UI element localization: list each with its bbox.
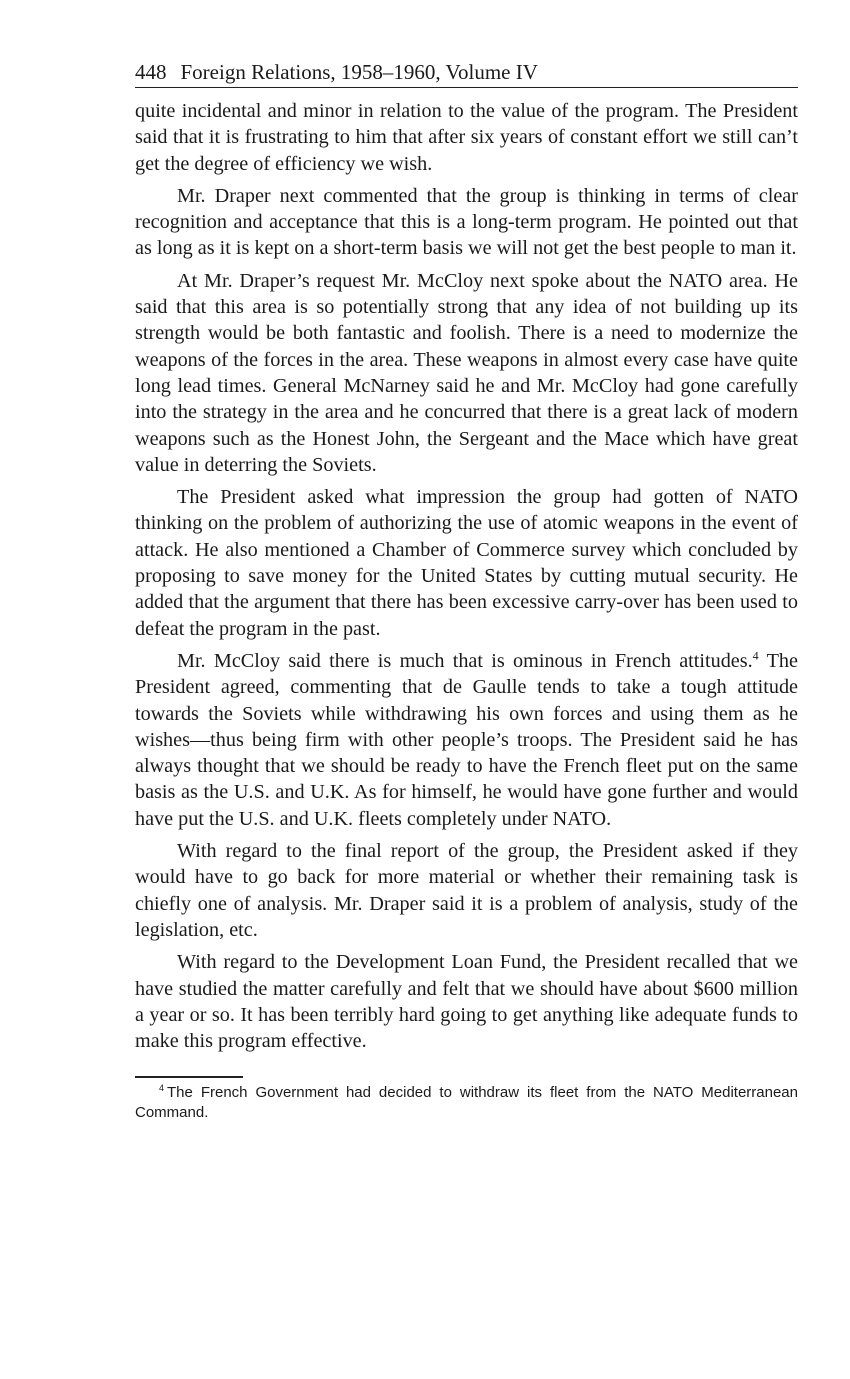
- footnote-divider: [135, 1076, 243, 1078]
- paragraph-president-atomic: The President asked what impression the group had gotten of NATO thinking on the problem of authorizing the use of atomic weapons in the event of attack. He also mentioned a Chamber of Commerce survey which concluded by proposing to save money for the United States by cutting mutual security. He added that the argument that there has been excessive carry-over has been used to defeat the program in the past.: [135, 486, 798, 640]
- volume-title: Foreign Relations, 1958–1960, Volume IV: [180, 60, 538, 84]
- footnote-marker: 4: [159, 1083, 165, 1094]
- document-page: [135, 58, 798, 1123]
- paragraph-development-loan-fund: With regard to the Development Loan Fund, the President recalled that we have studied the matter carefully and felt that we should have about $600 million a year or so. It has been terribly hard going to get anything like adequate funds to make this program effective.: [135, 951, 798, 1053]
- paragraph-french-attitudes: [135, 648, 798, 832]
- paragraph-continued: quite incidental and minor in relation to the value of the program. The President said that it is frustrating to him that after six years of constant effort we still can’t get the degree of efficiency we wish.: [135, 100, 798, 175]
- footnote-text: The French Government had decided to withdraw its fleet from the NATO Mediterranean Command.: [135, 1084, 798, 1122]
- body-text: [135, 98, 798, 1054]
- paragraph-french-text-b: The President agreed, commenting that de Gaulle tends to take a tough attitude towards the Soviets while withdrawing his own forces and using them as he wishes—thus being firm with other people’s troops. The President said he has always thought that we should be ready to have the French fleet put on the same basis as the U.S. and U.K. As for himself, he would have gone further and would have put the U.S. and U.K. fleets completely under NATO.: [135, 649, 798, 830]
- page-number: 448: [135, 60, 167, 84]
- footnote: [135, 1083, 798, 1123]
- paragraph-final-report: With regard to the final report of the group, the President asked if they would have to go back for more material or whether their remaining task is chiefly one of analysis. Mr. Draper said it is a problem of analysis, study of the legislation, etc.: [135, 840, 798, 941]
- paragraph-mccloy-nato: At Mr. Draper’s request Mr. McCloy next spoke about the NATO area. He said that this area is so potentially strong that any idea of not building up its strength would be both fantastic and foolish. There is a need to modernize the weapons of the forces in the area. These weapons in almost every case have quite long lead times. General McNarney said he and Mr. McCloy had gone carefully into the strategy in the area and he concurred that there is a great lack of modern weapons such as the Honest John, the Sergeant and the Mace which have great value in deterring the Soviets.: [135, 269, 798, 476]
- running-header: [135, 58, 798, 88]
- paragraph-french-text-a: Mr. McCloy said there is much that is ominous in French attitudes.: [177, 649, 753, 672]
- paragraph-draper-long-term: Mr. Draper next commented that the group is thinking in terms of clear recognition and acceptance that this is a long-term program. He pointed out that as long as it is kept on a short-term basis we will not get the best people to man it.: [135, 184, 798, 260]
- footnote-reference: 4: [752, 648, 759, 663]
